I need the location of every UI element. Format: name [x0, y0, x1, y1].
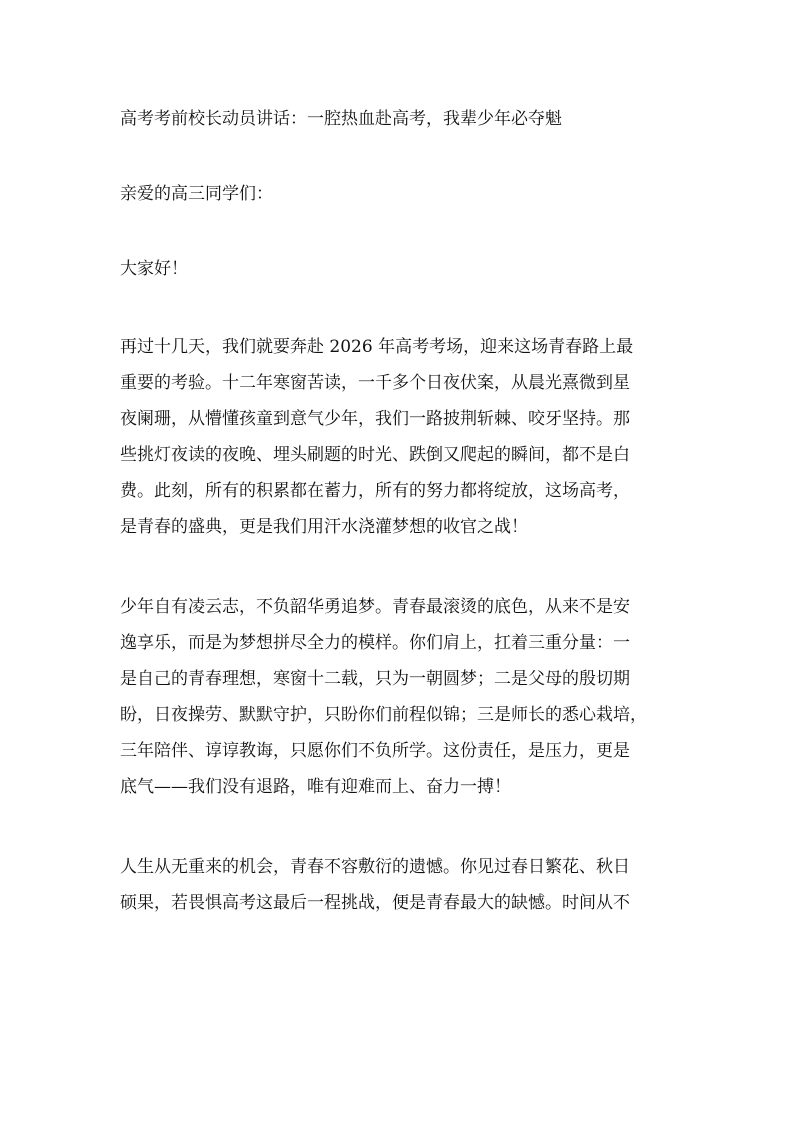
paragraph-line: 盼，日夜操劳、默默守护，只盼你们前程似锦；三是师长的悉心栽培， — [120, 705, 647, 725]
greeting: 大家好！ — [120, 259, 188, 279]
paragraph-line: 三年陪伴、谆谆教诲，只愿你们不负所学。这份责任，是压力，更是 — [120, 741, 630, 761]
paragraph-line: 硕果，若畏惧高考这最后一程挑战，便是青春最大的缺憾。时间从不 — [120, 893, 630, 913]
paragraph-line: 些挑灯夜读的夜晚、埋头刷题的时光、跌倒又爬起的瞬间，都不是白 — [120, 445, 630, 465]
paragraph-1 — [120, 329, 680, 545]
paragraph-2 — [120, 589, 680, 805]
salutation: 亲爱的高三同学们： — [120, 184, 273, 204]
document-title: 高考考前校长动员讲话：一腔热血赴高考，我辈少年必夺魁 — [120, 109, 562, 129]
paragraph-line: 重要的考验。十二年寒窗苦读，一千多个日夜伏案，从晨光熹微到星 — [120, 373, 630, 393]
paragraph-line: 少年自有凌云志，不负韶华勇追梦。青春最滚烫的底色，从来不是安 — [120, 597, 630, 617]
paragraph-line: 费。此刻，所有的积累都在蓄力，所有的努力都将绽放，这场高考， — [120, 481, 630, 501]
paragraph-line: 是自己的青春理想，寒窗十二载，只为一朝圆梦；二是父母的殷切期 — [120, 669, 630, 689]
paragraph-line: 逸享乐，而是为梦想拼尽全力的模样。你们肩上，扛着三重分量：一 — [120, 633, 630, 653]
paragraph-line: 人生从无重来的机会，青春不容敷衍的遗憾。你见过春日繁花、秋日 — [120, 857, 630, 877]
paragraph-line: 是青春的盛典，更是我们用汗水浇灌梦想的收官之战！ — [120, 517, 528, 537]
paragraph-line: 再过十几天，我们就要奔赴 2026 年高考考场，迎来这场青春路上最 — [120, 337, 634, 357]
document-body — [120, 104, 680, 965]
paragraph-3 — [120, 849, 680, 921]
paragraph-line: 底气——我们没有退路，唯有迎难而上、奋力一搏！ — [120, 777, 511, 797]
paragraph-line: 夜阑珊，从懵懂孩童到意气少年，我们一路披荆斩棘、咬牙坚持。那 — [120, 409, 630, 429]
